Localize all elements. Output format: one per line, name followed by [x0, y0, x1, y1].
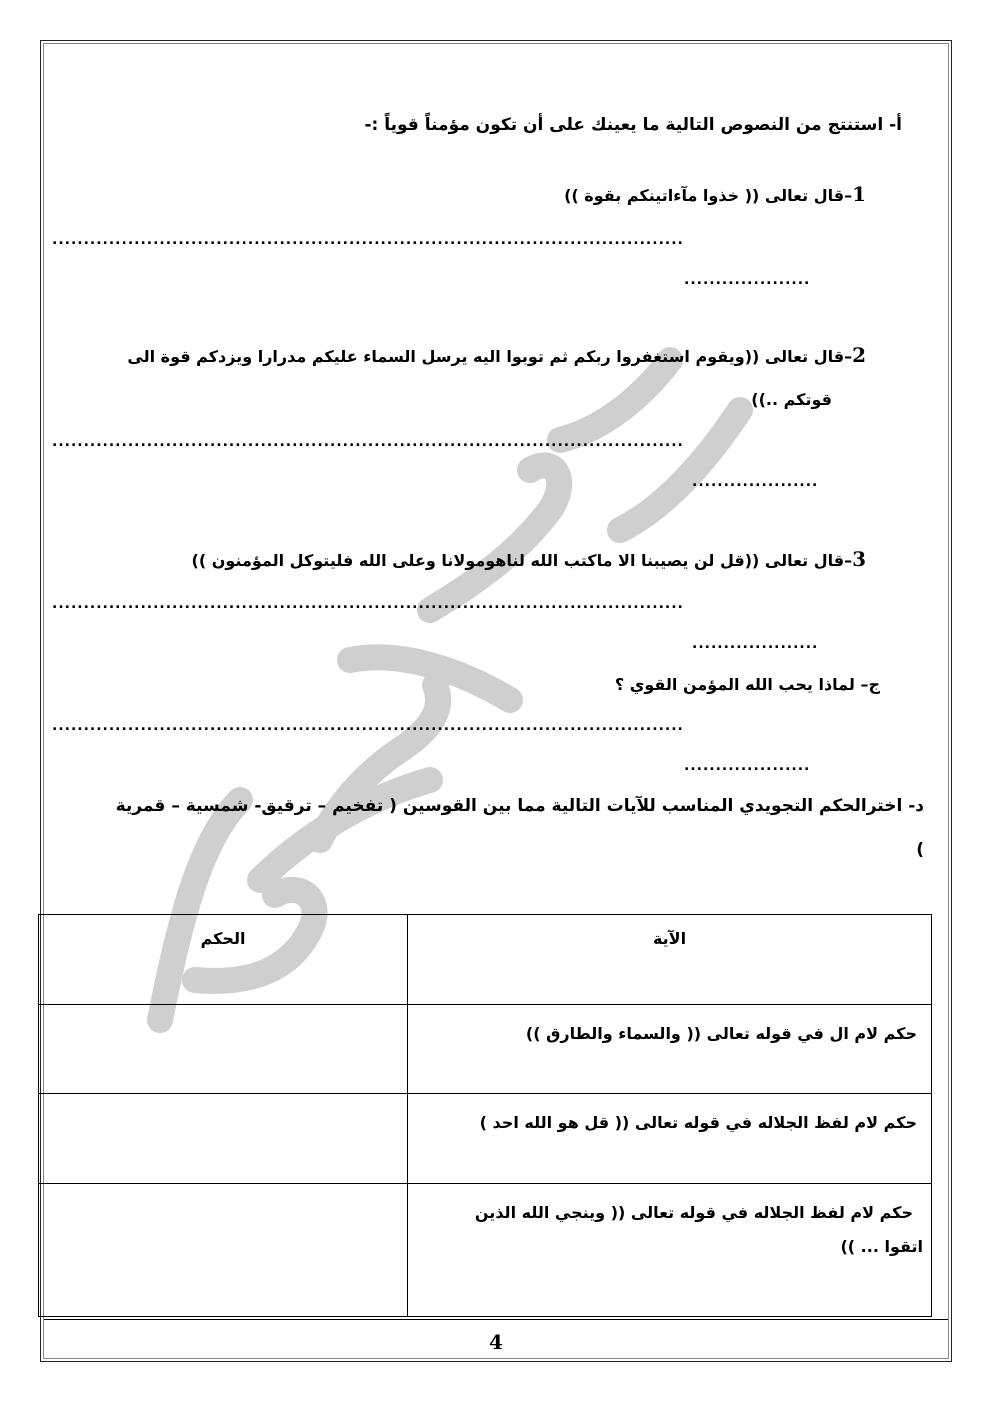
- item-2-number: 2: [852, 343, 866, 367]
- answer-line-1a: ....................................................................................................: [52, 232, 684, 248]
- section-a-heading: أ- استنتج من النصوص التالية ما يعينك على أن تكون مؤمناً قوياً :-: [364, 115, 902, 135]
- ruling-answer-cell-3[interactable]: [39, 1184, 408, 1317]
- header-ruling: الحكم: [200, 929, 246, 948]
- verse-3-line-1: حكم لام لفظ الجلاله في قوله تعالى (( وينجي الله الذين: [474, 1203, 913, 1222]
- item-3-number: 3: [852, 547, 866, 571]
- table-row: [39, 1005, 932, 1094]
- verse-cell-1: [408, 1005, 932, 1094]
- item-1-text: –قال تعالى (( خذوا مآءاتينكم بقوة )): [564, 186, 853, 205]
- item-2-text: –قال تعالى ((ويقوم استغفروا ربكم ثم توبوا اليه يرسل السماء عليكم مدرارا ويزدكم قوة الى: [127, 347, 853, 366]
- verse-3-line-2: اتقوا ... )): [840, 1237, 923, 1256]
- header-verse: الآية: [652, 929, 687, 948]
- table-row: [39, 1184, 932, 1317]
- page-number: 4: [489, 1330, 503, 1354]
- ruling-answer-cell-2[interactable]: [39, 1094, 408, 1184]
- answer-line-2b: ....................: [692, 474, 819, 490]
- section-c-question: ج– لماذا يحب الله المؤمن القوي ؟: [614, 675, 880, 694]
- verse-cell-3: [408, 1184, 932, 1317]
- answer-line-cb: ....................: [684, 758, 811, 774]
- section-d-instruction: د- اخترالحكم التجويدي المناسب للآيات التالية مما بين القوسين ( تفخيم – ترقيق- شمسية – قمرية: [115, 796, 924, 816]
- verse-1: حكم لام ال في قوله تعالى (( والسماء والطارق )): [525, 1024, 917, 1043]
- item-3: [192, 547, 866, 571]
- item-2-continuation: قوتكم ..)): [751, 390, 832, 409]
- verse-cell-2: [408, 1094, 932, 1184]
- verse-2: حكم لام لفظ الجلاله في قوله تعالى (( قل هو الله احد ): [479, 1113, 917, 1132]
- answer-line-ca: ....................................................................................................: [52, 718, 684, 734]
- item-3-text: –قال تعالى ((قل لن يصيبنا الا ماكتب الله لناهومولانا وعلى الله فليتوكل المؤمنون )): [191, 551, 853, 570]
- answer-line-2a: ....................................................................................................: [52, 434, 684, 450]
- verse-3: [408, 1184, 931, 1264]
- table-row: [39, 1094, 932, 1184]
- table-header-row: [39, 915, 932, 1005]
- answer-line-3b: ....................: [692, 636, 819, 652]
- footer-divider: [44, 1319, 948, 1320]
- ruling-answer-cell-1[interactable]: [39, 1005, 408, 1094]
- item-1: [564, 182, 866, 206]
- answer-line-1b: ....................: [684, 272, 811, 288]
- item-1-number: 1: [852, 182, 866, 206]
- answer-line-3a: ....................................................................................................: [52, 596, 684, 612]
- header-ruling-cell: [39, 915, 408, 1005]
- section-d-instruction-end: ): [916, 840, 924, 860]
- tajweed-table: [38, 914, 932, 1317]
- header-verse-cell: [408, 915, 932, 1005]
- item-2: [127, 343, 866, 367]
